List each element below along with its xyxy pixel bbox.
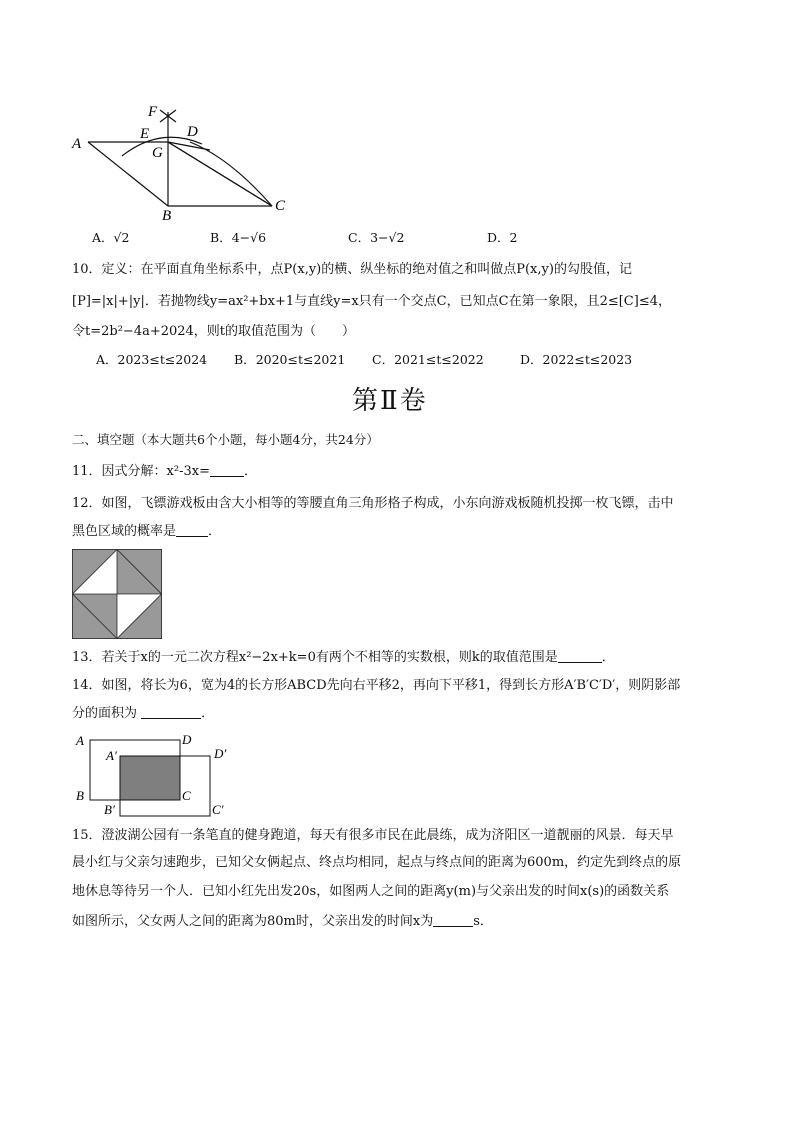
q15-line-1: 15．澄波湖公园有一条笔直的健身跑道，每天有很多市民在此晨练，成为济阳区一道靓丽的风景．每天早 [72, 828, 674, 843]
q9-label-A: A [72, 136, 82, 152]
q9-label-C: C [275, 198, 286, 214]
q14-label-A: A [76, 733, 84, 748]
q9-geometry-figure [60, 98, 300, 228]
q14-label-B1: B′ [104, 802, 115, 817]
q14-label-D1: D′ [214, 746, 227, 761]
q15-line-3: 地休息等待另一个人．已知小红先出发20s，如图两人之间的距离y(m)与父亲出发的时间x(s)的函数关系 [72, 884, 670, 899]
q9-label-G: G [152, 145, 163, 161]
q10-option-a: A．2023≤t≤2024 [96, 352, 208, 367]
q9-label-D: D [187, 124, 198, 140]
q9-option-c: C．3−√2 [348, 230, 405, 245]
q10-line-3: 令t=2b²−4a+2024，则t的取值范围为（ ） [72, 324, 356, 339]
q11-answer-blank[interactable] [210, 462, 244, 477]
q11: 11．因式分解：x²-3x= ． [72, 464, 257, 479]
q14-label-B: B [76, 788, 84, 803]
q15-answer-blank[interactable] [433, 912, 473, 927]
q14-rectangle-figure [72, 730, 242, 818]
q12-dartboard-figure [72, 549, 162, 639]
q12-line-1: 12．如图，飞镖游戏板由含大小相等的等腰直角三角形格子构成，小东向游戏板随机投掷一枚飞镖，击中 [72, 496, 674, 511]
q9-label-E: E [140, 126, 150, 142]
q13-answer-blank[interactable] [558, 648, 602, 663]
q13: 13．若关于x的一元二次方程x²−2x+k=0有两个不相等的实数根，则k的取值范围是 ． [72, 650, 615, 665]
q10-line-2: [P]=|x|+|y|．若抛物线y=ax²+bx+1与直线y=x只有一个交点C，已知点C在第一象限，且2≤[C]≤4， [72, 294, 671, 309]
q9-option-b: B．4−√6 [210, 230, 267, 245]
q10-option-c: C．2021≤t≤2022 [372, 352, 484, 367]
q14-answer-blank[interactable] [141, 704, 201, 719]
q15-line-4: 如图所示，父女两人之间的距离为80m时，父亲出发的时间x为 s． [72, 914, 493, 929]
part-title: 第Ⅱ卷 [352, 386, 428, 416]
q9-option-a: A．√2 [92, 230, 130, 245]
q12-answer-blank[interactable] [176, 522, 208, 537]
q14-label-C: C [182, 788, 191, 803]
q10-line-1: 10．定义：在平面直角坐标系中，点P(x,y)的横、纵坐标的绝对值之和叫做点P(x,y)的勾股值，记 [72, 262, 632, 277]
q10-option-b: B．2020≤t≤2021 [234, 352, 346, 367]
q14-label-D: D [182, 732, 192, 747]
q15-line-2: 晨小红与父亲匀速跑步，已知父女俩起点、终点均相同，起点与终点间的距离为600m，约定先到终点的原 [72, 855, 682, 870]
q10-option-d: D．2022≤t≤2023 [520, 352, 633, 367]
q14-line-1: 14．如图，将长为6，宽为4的长方形ABCD先向右平移2，再向下平移1，得到长方形A′B′C′D′，则阴影部 [72, 678, 681, 693]
q9-label-F: F [148, 104, 158, 120]
q9-label-B: B [162, 208, 172, 224]
q9-option-d: D．2 [487, 230, 518, 245]
section-heading: 二、填空题（本大题共6个小题，每小题4分，共24分） [72, 432, 379, 447]
q14-label-A1: A′ [106, 748, 117, 763]
q14-line-2: 分的面积为 ． [72, 706, 215, 721]
q12-line-2: 黑色区域的概率是 ． [72, 524, 222, 539]
q14-label-C1: C′ [212, 802, 224, 817]
